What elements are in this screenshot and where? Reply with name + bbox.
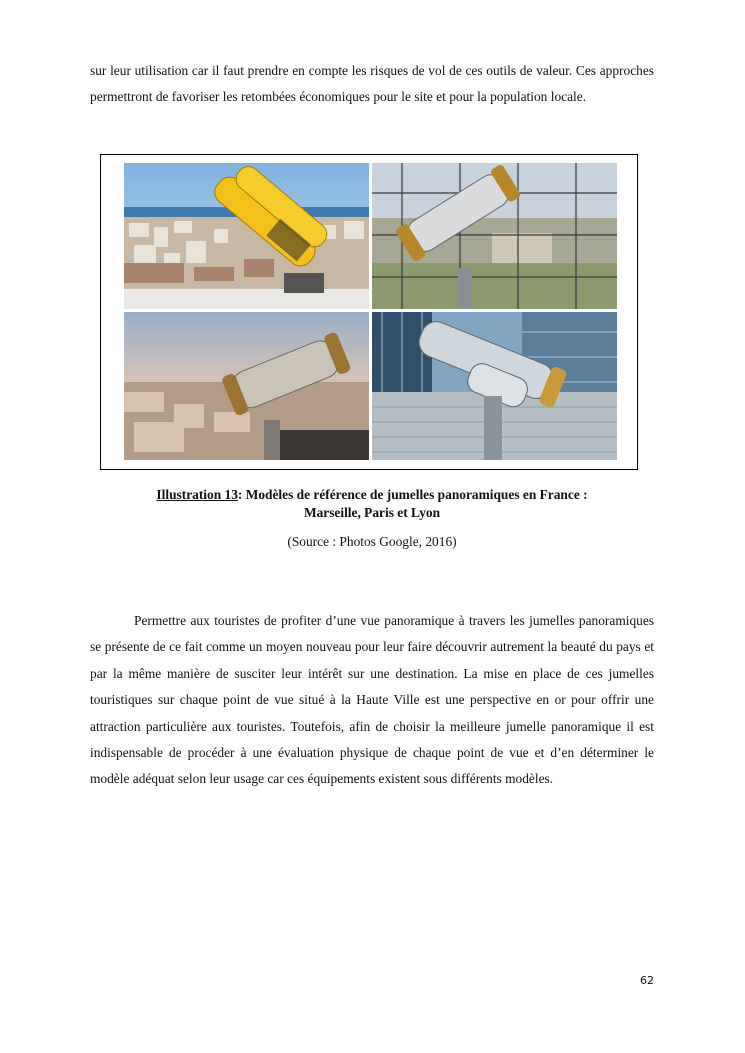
figure-caption [90, 486, 654, 504]
photo-paris-dusk-binoculars [124, 312, 369, 460]
paragraph-intro: sur leur utilisation car il faut prendre en compte les risques de vol de ces outils de valeur. Ces approches permettront de favoriser les retombées économiques pour le site et pour la population locale. [90, 63, 654, 105]
figure-frame [100, 154, 638, 470]
photo-paris-binoculars [372, 163, 617, 309]
caption-text: : Modèles de référence de jumelles panoramiques en France : [237, 487, 588, 502]
page-number: 62 [640, 974, 654, 987]
caption-label: Illustration 13 [156, 487, 238, 502]
figure-source: (Source : Photos Google, 2016) [287, 534, 457, 549]
figure-caption-line2: Marseille, Paris et Lyon [303, 505, 441, 520]
paragraph-main: Permettre aux touristes de profiter d’une vue panoramique à travers les jumelles panoramiques se présente de ce fait comme un moyen nouveau pour leur faire découvrir autrement la beauté du pays et par la même manière de susciter leur intérêt sur une destination. La mise en place de ces jumelles touristiques sur chaque point de vue situé à la Haute Ville est une perspective en or pour offrir une attraction particulière aux touristes. Toutefois, afin de choisir la meilleure jumelle panoramique il est indispensable de procéder à une évaluation physique de chaque point de vue et d’en déterminer le modèle adéquat selon leur usage car ces équipements existent sous différents modèles. [90, 613, 654, 787]
photo-lyon-binoculars [372, 312, 617, 460]
photo-marseille-binoculars [124, 163, 369, 309]
